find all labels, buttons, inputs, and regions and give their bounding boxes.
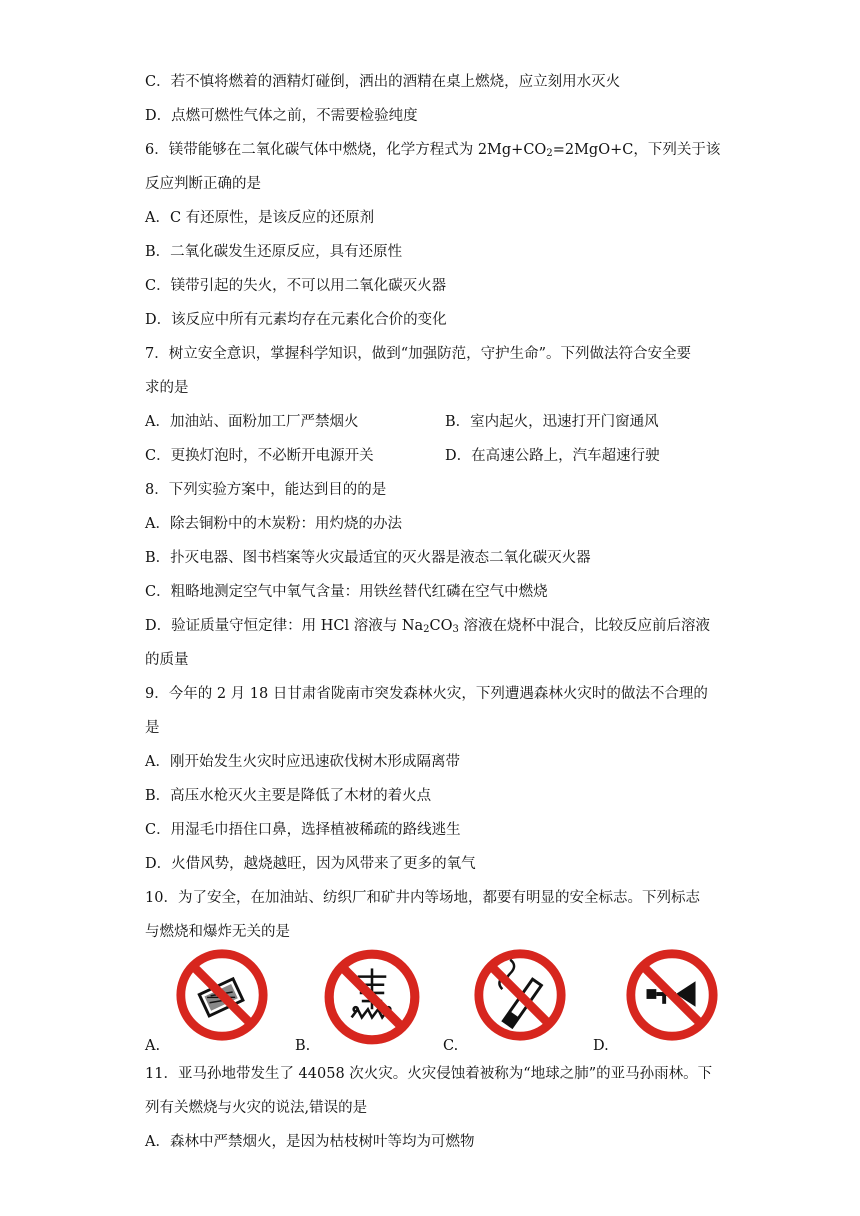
q6-sub: 2 xyxy=(546,148,553,159)
q7-option-c: C．更换灯泡时，不必断开电源开关 xyxy=(145,448,374,464)
sign-option-b xyxy=(295,946,405,1058)
sign-option-c xyxy=(443,946,553,1058)
sign-letter-a: A. xyxy=(145,1038,161,1054)
q6-option-c: C．镁带引起的失火，不可以用二氧化碳灭火器 xyxy=(145,278,447,294)
sign-option-a xyxy=(145,946,255,1058)
q8-stem: 8．下列实验方案中，能达到目的的是 xyxy=(145,482,387,498)
q8-option-b: B．扑灭电器、图书档案等火灾最适宜的灭火器是液态二氧化碳灭火器 xyxy=(145,550,591,566)
q9-option-a: A．刚开始发生火灾时应迅速砍伐树木形成隔离带 xyxy=(145,754,460,770)
q8-option-d-line1 xyxy=(145,616,710,636)
q5-option-d: D．点燃可燃性气体之前，不需要检验纯度 xyxy=(145,108,418,124)
no-fireworks-icon xyxy=(321,946,423,1048)
q11-option-a: A．森林中严禁烟火，是因为枯枝树叶等均为可燃物 xyxy=(145,1134,475,1150)
q7-option-b: B．室内起火，迅速打开门窗通风 xyxy=(445,414,659,430)
q9-option-b: B．高压水枪灭火主要是降低了木材的着火点 xyxy=(145,788,432,804)
q8-option-d-line2: 的质量 xyxy=(145,652,189,668)
q6-option-b: B．二氧化碳发生还原反应，具有还原性 xyxy=(145,244,403,260)
q7-option-a: A．加油站、面粉加工厂严禁烟火 xyxy=(145,414,359,430)
q8-option-c: C．粗略地测定空气中氧气含量：用铁丝替代红磷在空气中燃烧 xyxy=(145,584,548,600)
q10-stem-line2: 与燃烧和爆炸无关的是 xyxy=(145,924,290,940)
q8-option-a: A．除去铜粉中的木炭粉：用灼烧的办法 xyxy=(145,516,402,532)
q8d-sub1: 2 xyxy=(423,624,430,635)
q6-stem-line2: 反应判断正确的是 xyxy=(145,176,261,192)
q10-sign-options xyxy=(145,946,725,1058)
q7-option-d: D．在高速公路上，汽车超速行驶 xyxy=(445,448,660,464)
q7-stem-line1: 7．树立安全意识，掌握科学知识，做到“加强防范，守护生命”。下列做法符合安全要 xyxy=(145,346,692,362)
no-smoking-icon xyxy=(471,946,569,1044)
q6-stem-line1 xyxy=(145,140,720,160)
q5-option-c: C．若不慎将燃着的酒精灯碰倒，洒出的酒精在桌上燃烧，应立刻用水灭火 xyxy=(145,74,621,90)
q9-option-d: D．火借风势，越烧越旺，因为风带来了更多的氧气 xyxy=(145,856,476,872)
q8d-part1: D．验证质量守恒定律：用 HCl 溶液与 Na xyxy=(145,618,424,634)
no-honking-icon xyxy=(623,946,721,1044)
q8d-part3: 溶液在烧杯中混合，比较反应前后溶液 xyxy=(458,618,711,634)
q10-stem-line1: 10．为了安全，在加油站、纺织厂和矿井内等场地，都要有明显的安全标志。下列标志 xyxy=(145,890,700,906)
q8d-part2: CO xyxy=(429,618,453,634)
no-matches-icon xyxy=(173,946,271,1044)
sign-letter-b: B. xyxy=(295,1038,311,1054)
q11-stem-line1: 11．亚马孙地带发生了 44058 次火灾。火灾侵蚀着被称为“地球之肺”的亚马孙雨林。下 xyxy=(145,1066,713,1082)
sign-letter-d: D. xyxy=(593,1038,609,1054)
q6-option-d: D．该反应中所有元素均存在元素化合价的变化 xyxy=(145,312,447,328)
q11-stem-line2: 列有关燃烧与火灾的说法,错误的是 xyxy=(145,1100,368,1116)
q9-stem-line2: 是 xyxy=(145,720,160,736)
sign-letter-c: C. xyxy=(443,1038,459,1054)
q9-stem-line1: 9．今年的 2 月 18 日甘肃省陇南市突发森林火灾，下列遭遇森林火灾时的做法不合理的 xyxy=(145,686,708,702)
q9-option-c: C．用湿毛巾捂住口鼻，选择植被稀疏的路线逃生 xyxy=(145,822,461,838)
q7-stem-line2: 求的是 xyxy=(145,380,189,396)
q6-stem-part2: =2MgO+C，下列关于该 xyxy=(552,142,721,158)
q6-option-a: A．C 有还原性，是该反应的还原剂 xyxy=(145,210,375,226)
q6-stem-part1: 6．镁带能够在二氧化碳气体中燃烧，化学方程式为 2Mg+CO xyxy=(145,142,547,158)
q8d-sub2: 3 xyxy=(452,624,459,635)
sign-option-d xyxy=(593,946,703,1058)
